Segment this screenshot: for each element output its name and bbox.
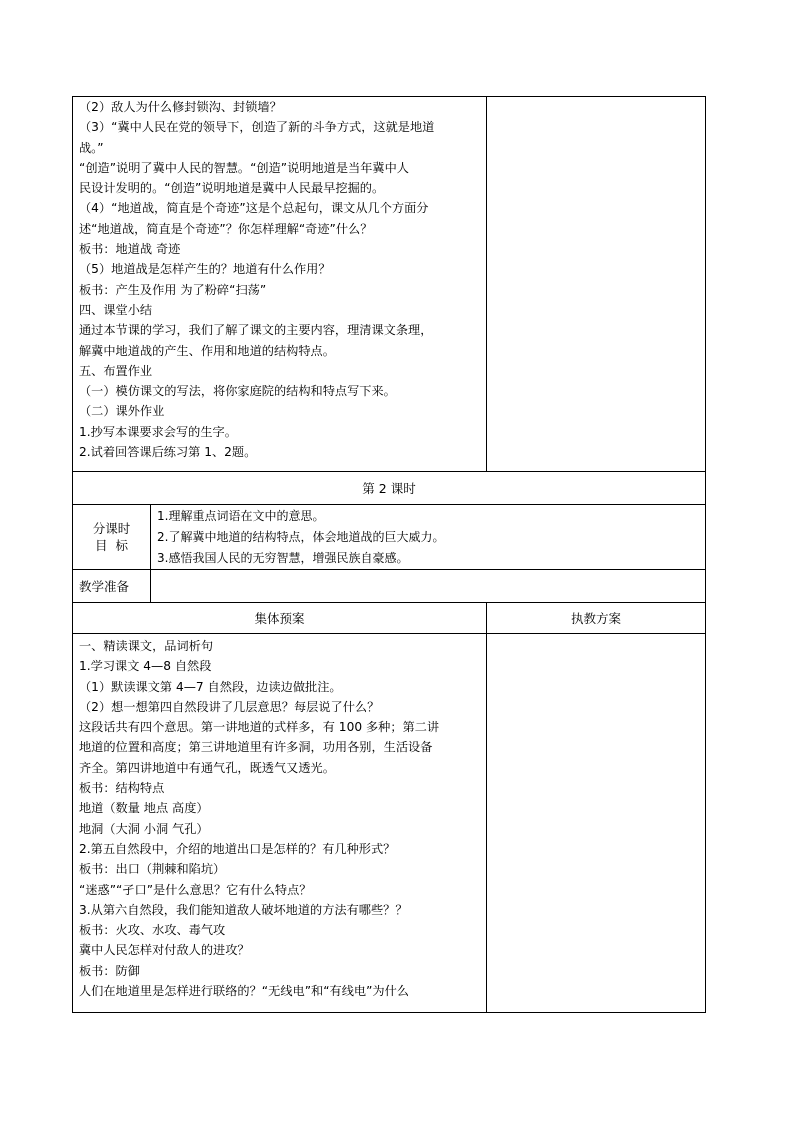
objective-item: 1.理解重点词语在文中的意思。: [157, 509, 325, 523]
text-line: 四、课堂小结: [79, 302, 153, 317]
objectives-list: [151, 505, 706, 570]
text-line: 冀中人民怎样对付敌人的进攻？: [79, 943, 250, 958]
text-line: （5）地道战是怎样产生的？地道有什么作用？: [79, 262, 331, 277]
objectives-label-line1: 分课时: [92, 521, 131, 536]
text-line: 地洞（大洞 小洞 气孔）: [79, 821, 209, 836]
text-line: （二）课外作业: [79, 404, 165, 419]
text-line: 这段话共有四个意思。第一讲地道的式样多，有 100 多种；第二讲: [79, 720, 440, 735]
lesson-plan-table: [72, 96, 706, 1013]
text-line: 板书：出口（荆棘和陷坑）: [79, 862, 226, 877]
objective-item: 3.感悟我国人民的无穷智慧，增强民族自豪感。: [157, 551, 409, 565]
preparation-value: [151, 570, 706, 603]
preparation-row: [73, 570, 706, 603]
text-line: 通过本节课的学习，我们了解了课文的主要内容，理清课文条理，: [79, 323, 433, 338]
objectives-label-line2: 目 标: [95, 538, 128, 553]
text-line: 述“地道战，简直是个奇迹”？你怎样理解“奇迹”什么？: [79, 221, 373, 236]
text-line: “创造”说明了冀中人民的智慧。“创造”说明地道是当年冀中人: [79, 160, 409, 175]
text-line: （2）想一想第四自然段讲了几层意思？每层说了什么？: [79, 699, 380, 714]
text-line: （3）“冀中人民在党的领导下，创造了新的斗争方式，这就是地道: [79, 120, 435, 135]
text-line: 板书：结构特点: [79, 781, 165, 796]
text-line: （4）“地道战，简直是个奇迹”这是个总起句，课文从几个方面分: [79, 201, 429, 216]
objectives-row: [73, 505, 706, 570]
text-line: 五、布置作业: [79, 363, 153, 378]
text-line: 1.抄写本课要求会写的生字。: [79, 424, 237, 439]
text-line: 地道的位置和高度；第三讲地道里有许多洞，功用各别，生活设备: [79, 740, 433, 755]
section2-row: [73, 634, 706, 1013]
text-line: （2）敌人为什么修封锁沟、封锁墙？: [79, 100, 282, 114]
section1-content: [73, 97, 487, 472]
section1-row: [73, 97, 706, 472]
text-line: 民设计发明的。“创造”说明地道是冀中人民最早挖掘的。: [79, 181, 385, 196]
text-line: 战。”: [79, 140, 104, 155]
text-line: 一、精读课文，品词析句: [79, 639, 214, 653]
section1-lines: [73, 97, 486, 462]
section2-teaching-plan: [487, 634, 706, 1013]
text-line: 板书：火攻、水攻、毒气攻: [79, 923, 226, 938]
text-line: “迷惑”“孑口”是什么意思？它有什么特点？: [79, 882, 312, 897]
text-line: 1.学习课文 4—8 自然段: [79, 659, 212, 674]
text-line: 2.试着回答课后练习第 1、2题。: [79, 445, 257, 460]
text-line: 板书：地道战 奇迹: [79, 242, 181, 257]
text-line: 板书：产生及作用 为了粉碎“扫荡”: [79, 282, 267, 297]
lesson2-title: 第 2 课时: [73, 472, 706, 505]
lesson2-title-row: [73, 472, 706, 505]
teaching-plan-header: 执教方案: [487, 603, 706, 634]
text-line: 人们在地道里是怎样进行联络的？“无线电”和“有线电”为什么: [79, 984, 409, 999]
text-line: 板书：防御: [79, 963, 140, 978]
collective-plan-header: 集体预案: [73, 603, 487, 634]
objectives-label: [73, 505, 151, 570]
text-line: 3.从第六自然段，我们能知道敌人破坏地道的方法有哪些？？: [79, 902, 408, 917]
text-line: （一）模仿课文的写法，将你家庭院的结构和特点写下来。: [79, 384, 396, 399]
text-line: 地道（数量 地点 高度）: [79, 801, 209, 816]
objective-item: 2.了解冀中地道的结构特点，体会地道战的巨大威力。: [157, 530, 445, 544]
text-line: （1）默读课文第 4—7 自然段，边读边做批注。: [79, 679, 342, 694]
text-line: 2.第五自然段中，介绍的地道出口是怎样的？有几种形式？: [79, 841, 396, 856]
text-line: 解冀中地道战的产生、作用和地道的结构特点。: [79, 343, 335, 358]
text-line: 齐全。第四讲地道中有通气孔，既透气又透光。: [79, 760, 335, 775]
plan-header-row: [73, 603, 706, 634]
preparation-label: 教学准备: [73, 570, 151, 603]
section2-content: [73, 634, 487, 1013]
section1-teaching-plan: [487, 97, 706, 472]
